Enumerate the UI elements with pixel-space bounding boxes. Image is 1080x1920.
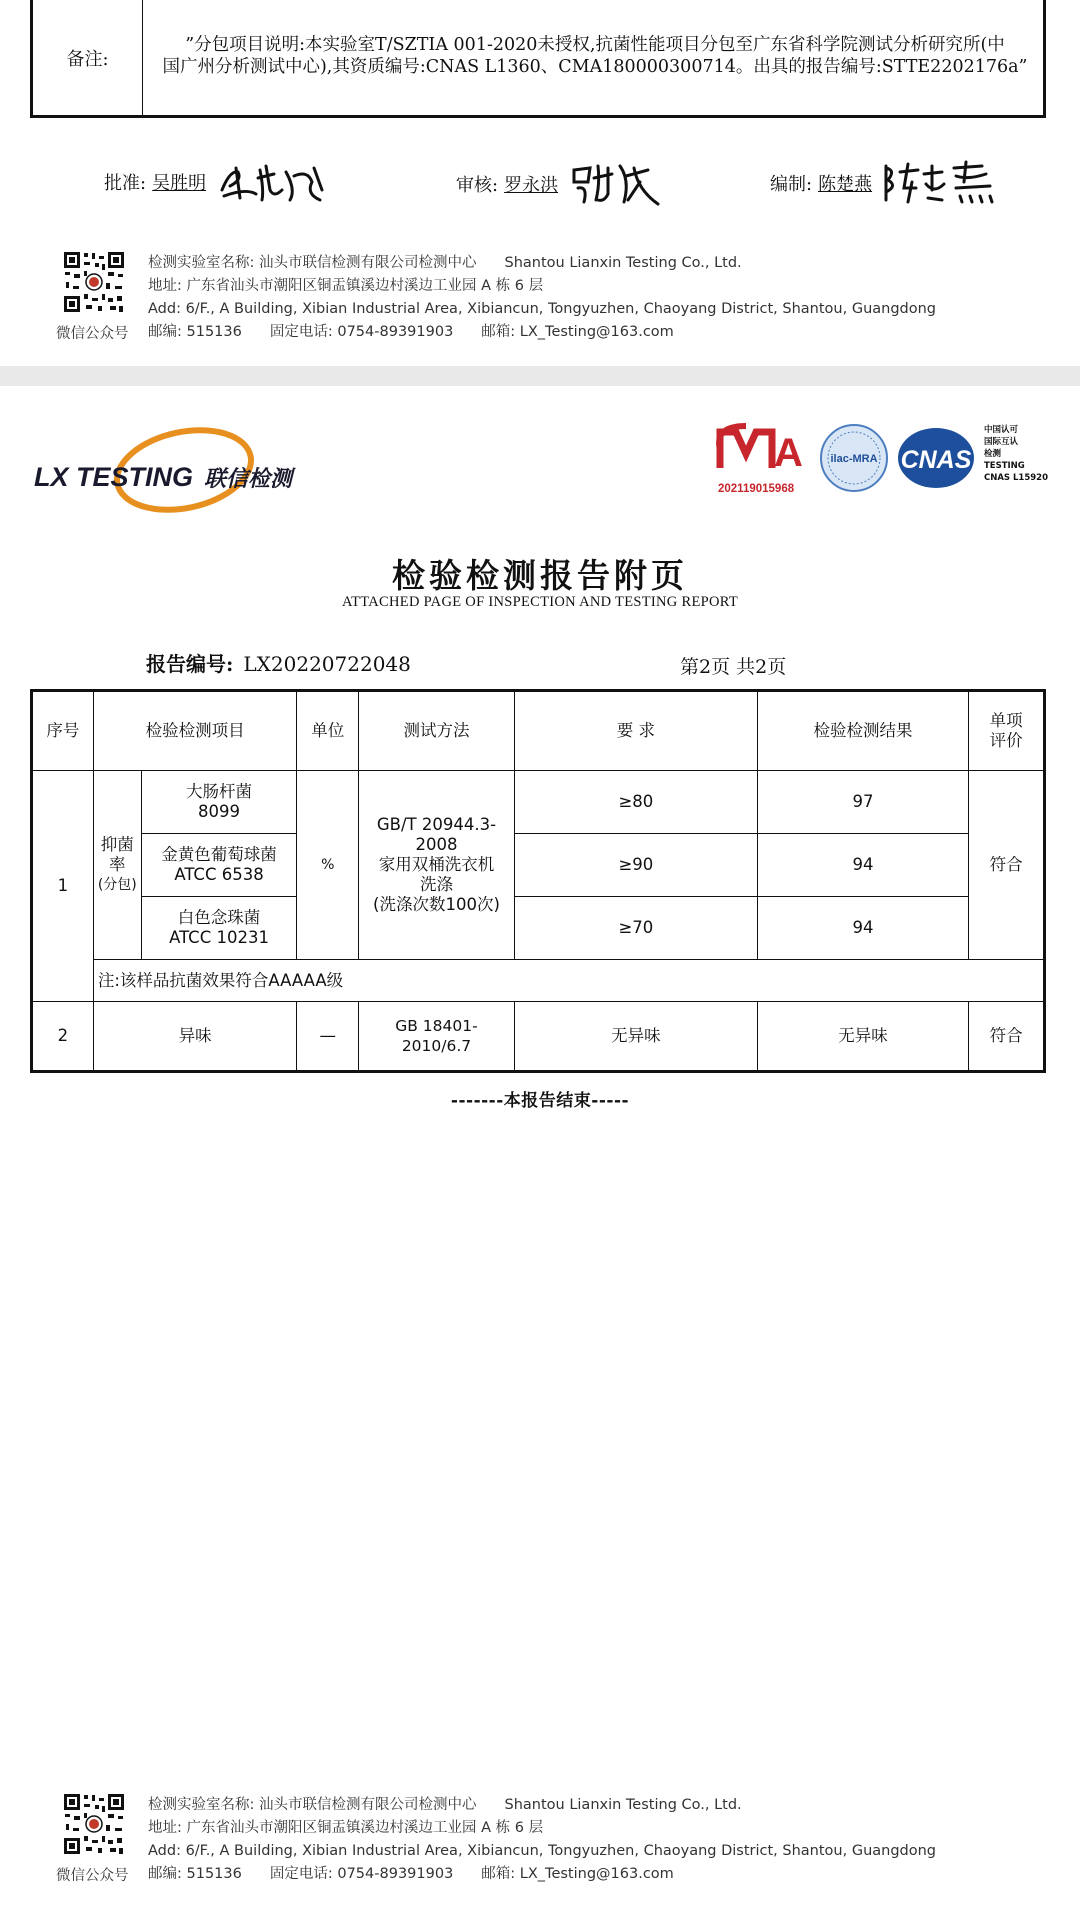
method-line-4: (洗涤次数100次) (373, 895, 500, 914)
lab-label: 检测实验室名称: (148, 1797, 255, 1813)
cnas-text: CNAS (900, 446, 972, 474)
address-cn: 地址: 广东省汕头市潮阳区铜盂镇溪边村溪边工业园 A 栋 6 层 (148, 1820, 544, 1836)
cnas-caption-line-5: CNAS L15920 (984, 473, 1048, 483)
review-handwritten-signature (568, 160, 664, 208)
review-label: 审核: (456, 175, 499, 196)
compile-signature (770, 160, 998, 206)
address-en: Add: 6/F., A Building, Xibian Industrial Area, Xibiancun, Tongyuzhen, Chaoyang District, Shantou, Guangdong (148, 1843, 937, 1859)
review-name: 罗永洪 (504, 175, 559, 196)
lab-name-cn: 汕头市联信检测有限公司检测中心 (259, 1797, 477, 1813)
row2-result: 无异味 (757, 1002, 968, 1072)
header-method: 测试方法 (359, 691, 515, 771)
logo-text-cn: 联信检测 (204, 467, 293, 492)
row1-method (359, 771, 515, 960)
lab-label: 检测实验室名称: (148, 255, 255, 271)
subitem-3-code: ATCC 10231 (169, 928, 269, 947)
approve-handwritten-signature (216, 160, 336, 204)
header-evaluation (969, 691, 1045, 771)
row2-requirement: 无异味 (514, 1002, 757, 1072)
review-signature (456, 160, 664, 208)
table-row (32, 834, 1045, 897)
table-row (32, 771, 1045, 834)
report-end-marker: -------本报告结束----- (450, 1091, 630, 1111)
subitem-3 (141, 897, 297, 960)
header-eval-line-2: 评价 (989, 731, 1023, 750)
cnas-caption (984, 424, 1048, 483)
report-number-label: 报告编号: (146, 652, 234, 676)
subitem-2-requirement: ≥90 (514, 834, 757, 897)
contact-lines (148, 1794, 936, 1886)
row1-no: 1 (32, 771, 94, 1002)
page-number: 第2页 共2页 (680, 656, 787, 678)
compile-name: 陈楚燕 (818, 174, 873, 195)
header-result: 检验检测结果 (757, 691, 968, 771)
table-header-row (32, 691, 1045, 771)
lab-name-en: Shantou Lianxin Testing Co., Ltd. (504, 255, 742, 271)
row2-method: GB 18401-2010/6.7 (359, 1002, 515, 1072)
compile-label: 编制: (770, 174, 813, 195)
ilac-text: ilac-MRA (830, 453, 878, 465)
subitem-1-code: 8099 (198, 802, 241, 821)
subitem-2-result: 94 (757, 834, 968, 897)
header-no: 序号 (32, 691, 94, 771)
qr-code-icon (62, 1792, 126, 1856)
subitem-3-name: 白色念珠菌 (177, 908, 261, 927)
approve-name: 吴胜明 (152, 173, 207, 194)
method-line-3: 洗涤 (419, 875, 453, 894)
lab-name-cn: 汕头市联信检测有限公司检测中心 (259, 255, 477, 271)
logo-text-en: LX TESTING (34, 462, 194, 492)
cnas-caption-line-1: 中国认可 (984, 425, 1019, 435)
group-line-1: 抑菌 (100, 835, 134, 854)
contact-lines (148, 252, 936, 344)
remarks-label: 备注: (33, 0, 143, 115)
table-row (32, 960, 1045, 1002)
subitem-1 (141, 771, 297, 834)
phone: 固定电话: 0754-89391903 (269, 324, 454, 340)
page-subtitle: ATTACHED PAGE OF INSPECTION AND TESTING REPORT (341, 594, 739, 610)
remarks-table (30, 0, 1046, 118)
report-number (146, 648, 411, 677)
phone: 固定电话: 0754-89391903 (269, 1866, 454, 1882)
method-line-2: 家用双桶洗衣机 (378, 855, 495, 874)
group-line-2: 率 (109, 855, 126, 874)
email: 邮箱: LX_Testing@163.com (481, 324, 674, 340)
subitem-2 (141, 834, 297, 897)
header-requirement: 要 求 (514, 691, 757, 771)
row1-unit: % (297, 771, 359, 960)
table-row (32, 1002, 1045, 1072)
footer-contact-1 (56, 250, 956, 350)
signature-row (0, 150, 1080, 200)
footer-contact-2 (56, 1792, 956, 1892)
results-table (30, 689, 1046, 1073)
header-eval-line-1: 单项 (989, 711, 1023, 730)
lab-name-en: Shantou Lianxin Testing Co., Ltd. (504, 1797, 742, 1813)
row1-group (93, 771, 141, 960)
table-row (32, 897, 1045, 960)
row2-item: 异味 (93, 1002, 296, 1072)
address-cn: 地址: 广东省汕头市潮阳区铜盂镇溪边村溪边工业园 A 栋 6 层 (148, 278, 544, 294)
subitem-3-requirement: ≥70 (514, 897, 757, 960)
wechat-label: 微信公众号 (56, 1868, 129, 1884)
ilac-mra-logo (821, 425, 887, 491)
subitem-2-name: 金黄色葡萄球菌 (161, 845, 277, 864)
approve-signature (104, 160, 336, 204)
report-number-value: LX20220722048 (243, 652, 411, 676)
report-page-2 (0, 386, 1080, 1920)
subitem-3-result: 94 (757, 897, 968, 960)
row2-evaluation: 符合 (969, 1002, 1045, 1072)
row2-unit: — (297, 1002, 359, 1072)
group-line-3: (分包) (97, 877, 137, 893)
row2-no: 2 (32, 1002, 94, 1072)
qr-code-icon (62, 250, 126, 314)
postcode: 邮编: 515136 (148, 324, 242, 340)
certification-logos (716, 422, 1056, 502)
svg-text:A: A (774, 431, 803, 475)
subitem-1-result: 97 (757, 771, 968, 834)
row1-evaluation: 符合 (969, 771, 1045, 960)
header-unit: 单位 (297, 691, 359, 771)
email: 邮箱: LX_Testing@163.com (481, 1866, 674, 1882)
report-page-1 (0, 0, 1080, 366)
cnas-caption-line-2: 国际互认 (984, 437, 1019, 447)
cnas-logo (898, 428, 974, 488)
row1-note: 注:该样品抗菌效果符合AAAAA级 (93, 960, 1044, 1002)
header-item: 检验检测项目 (93, 691, 296, 771)
cma-code: 202119015968 (718, 483, 795, 495)
subitem-2-code: ATCC 6538 (174, 865, 264, 884)
postcode: 邮编: 515136 (148, 1866, 242, 1882)
approve-label: 批准: (104, 173, 147, 194)
wechat-label: 微信公众号 (56, 326, 129, 342)
remarks-line-1: ”分包项目说明:本实验室T/SZTIA 001-2020未授权,抗菌性能项目分包至广东省科学院测试分析研究所(中 (185, 35, 1005, 55)
lx-testing-logo (34, 424, 304, 524)
remarks-line-2: 国广州分析测试中心),其资质编号:CNAS L1360、CMA180000300714。出具的报告编号:STTE2202176a” (162, 57, 1028, 77)
address-en: Add: 6/F., A Building, Xibian Industrial Area, Xibiancun, Tongyuzhen, Chaoyang District, Shantou, Guangdong (148, 301, 937, 317)
remarks-text (155, 34, 1035, 78)
cnas-caption-line-4: TESTING (984, 461, 1025, 471)
subitem-1-requirement: ≥80 (514, 771, 757, 834)
compile-handwritten-signature (882, 160, 998, 206)
method-line-1: GB/T 20944.3-2008 (376, 815, 497, 854)
subitem-1-name: 大肠杆菌 (186, 782, 253, 801)
cnas-caption-line-3: 检测 (984, 449, 1002, 459)
page-title: 检验检测报告附页 (392, 556, 688, 595)
cma-logo (718, 426, 803, 495)
